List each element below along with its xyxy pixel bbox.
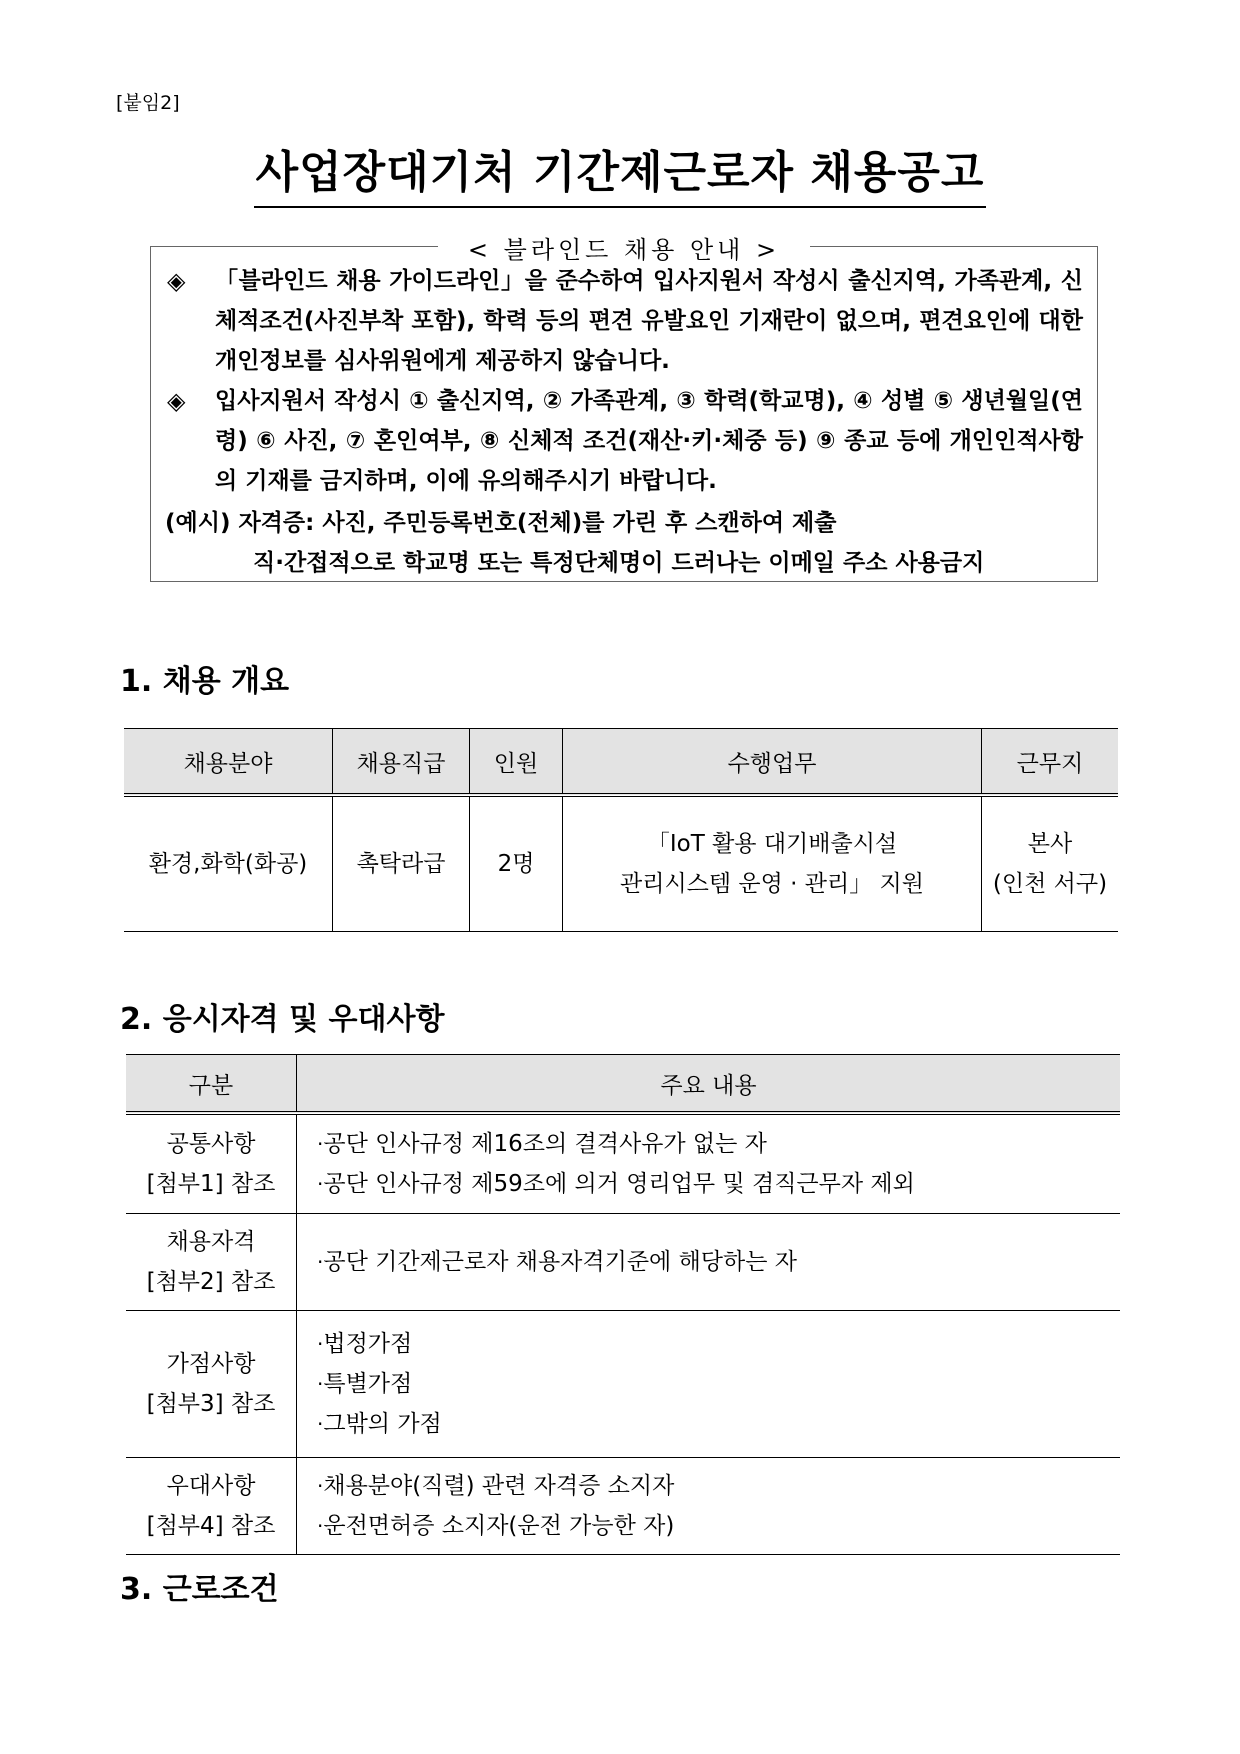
document-title: 사업장대기처 기간제근로자 채용공고 (254, 136, 987, 208)
duty-line: 관리시스템 운영 · 관리」 지원 (620, 871, 924, 897)
diamond-bullet-icon: ◈ (167, 387, 186, 415)
notice-example-line: (예시) 자격증: 사진, 주민등록번호(전체)를 가린 후 스캔하여 제출 (165, 510, 837, 536)
notice-bullet (167, 381, 1083, 501)
document-title-wrapper (0, 136, 1240, 208)
content-item: · 공단 기간제근로자 채용자격기준에 해당하는 자 (317, 1242, 1119, 1282)
diamond-bullet-icon: ◈ (167, 267, 186, 295)
column-header: 채용직급 (333, 729, 470, 796)
category-cell (126, 1113, 297, 1214)
category-reference: [첨부1] 참조 (146, 1171, 276, 1197)
cell-location (982, 795, 1119, 932)
attachment-label: [붙임2] (116, 92, 180, 114)
table-header-row (124, 729, 1118, 796)
category-reference: [첨부4] 참조 (146, 1513, 276, 1539)
location-line: (인천 서구) (992, 871, 1108, 897)
category-cell (126, 1214, 297, 1311)
content-item: · 법정가점 (317, 1324, 1119, 1364)
notice-bullet-text: 입사지원서 작성시 ① 출신지역, ② 가족관계, ③ 학력(학교명), ④ 성별 ⑤ 생년월일(연령) ⑥ 사진, ⑦ 혼인여부, ⑧ 신체적 조건(재산·키·체중 등) ⑨ 종교 등에 개인인적사항의 기재를 금지하며, 이에 유의해주시기 바랍니다. (215, 388, 1083, 494)
content-item: · 공단 인사규정 제59조에 의거 영리업무 및 겸직근무자 제외 (317, 1164, 1119, 1204)
section-title-working-conditions: 3. 근로조건 (120, 1572, 279, 1607)
column-header: 구분 (126, 1055, 297, 1114)
table-row (126, 1458, 1120, 1555)
section-title-qualifications: 2. 응시자격 및 우대사항 (120, 1002, 445, 1037)
qualifications-table (126, 1054, 1120, 1555)
column-header: 주요 내용 (297, 1055, 1121, 1114)
content-item: · 채용분야(직렬) 관련 자격증 소지자 (317, 1466, 1119, 1506)
notice-heading: < 블라인드 채용 안내 > (438, 236, 810, 264)
category-name: 우대사항 (166, 1473, 256, 1499)
notice-bullet-list (167, 261, 1083, 501)
category-name: 공통사항 (166, 1131, 256, 1157)
category-reference: [첨부3] 참조 (146, 1391, 276, 1417)
content-cell (297, 1214, 1121, 1311)
column-header: 인원 (470, 729, 563, 796)
notice-example-line: 직·간접적으로 학교명 또는 특정단체명이 드러나는 이메일 주소 사용금지 (253, 550, 985, 576)
table-header-row (126, 1055, 1120, 1114)
cell-field: 환경,화학(화공) (124, 795, 333, 932)
content-item: · 운전면허증 소지자(운전 가능한 자) (317, 1506, 1119, 1546)
cell-duty (563, 795, 982, 932)
cell-count: 2명 (470, 795, 563, 932)
blind-hiring-notice-box (150, 236, 1098, 582)
category-name: 가점사항 (166, 1351, 256, 1377)
content-item: · 특별가점 (317, 1364, 1119, 1404)
notice-bullet (167, 261, 1083, 381)
notice-bullet-text: 「블라인드 채용 가이드라인」을 준수하여 입사지원서 작성시 출신지역, 가족관계, 신체적조건(사진부착 포함), 학력 등의 편견 유발요인 기재란이 없으며, 편견요인에 대한 개인정보를 심사위원에게 제공하지 않습니다. (215, 268, 1083, 374)
category-cell (126, 1311, 297, 1458)
table-row (126, 1311, 1120, 1458)
content-cell (297, 1458, 1121, 1555)
notice-heading-wrapper (151, 230, 1097, 265)
category-cell (126, 1458, 297, 1555)
cell-grade: 촉탁라급 (333, 795, 470, 932)
content-cell (297, 1113, 1121, 1214)
table-row (126, 1214, 1120, 1311)
duty-line: 「IoT 활용 대기배출시설 (646, 831, 898, 857)
content-item: · 공단 인사규정 제16조의 결격사유가 없는 자 (317, 1124, 1119, 1164)
content-item: · 그밖의 가점 (317, 1404, 1119, 1444)
content-cell (297, 1311, 1121, 1458)
table-row (126, 1113, 1120, 1214)
column-header: 근무지 (982, 729, 1119, 796)
recruitment-overview-table (124, 728, 1118, 932)
section-title-overview: 1. 채용 개요 (120, 664, 290, 699)
notice-example (165, 503, 1085, 583)
location-line: 본사 (1027, 831, 1073, 857)
category-name: 채용자격 (166, 1229, 256, 1255)
table-row (124, 795, 1118, 932)
column-header: 채용분야 (124, 729, 333, 796)
column-header: 수행업무 (563, 729, 982, 796)
category-reference: [첨부2] 참조 (146, 1269, 276, 1295)
